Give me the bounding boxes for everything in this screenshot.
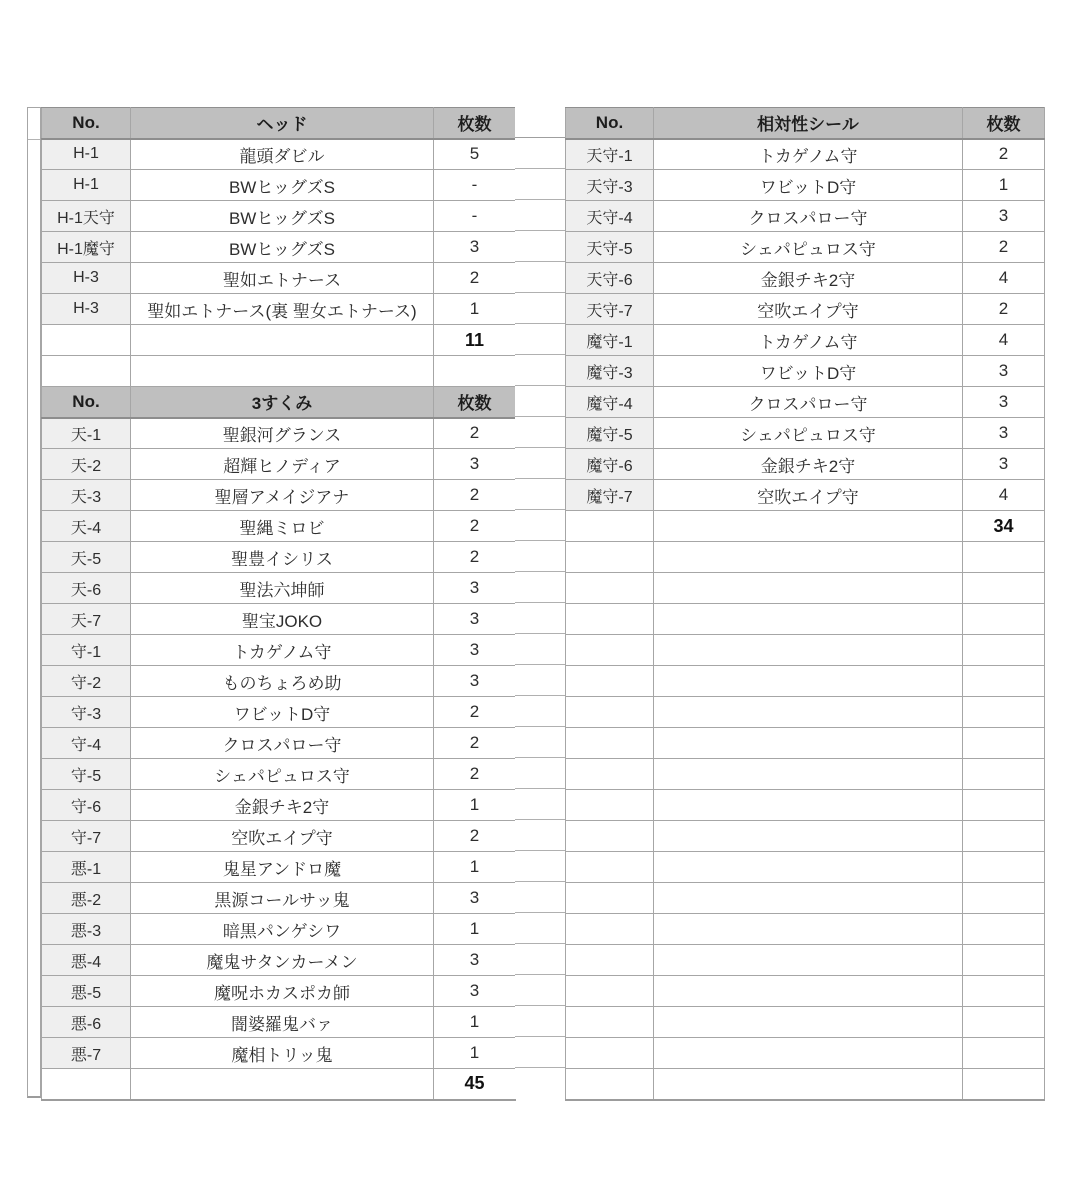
- empty-cell: [42, 356, 131, 387]
- empty-cell: [654, 635, 963, 666]
- empty-cell: [654, 759, 963, 790]
- row-no: 天-1: [42, 418, 131, 449]
- spacer-cell: [515, 727, 565, 758]
- spacer-cell: [515, 417, 565, 448]
- row-name: 金銀チキ2守: [131, 790, 434, 821]
- spacer-cell: [515, 262, 565, 293]
- empty-cell: [566, 790, 654, 821]
- table-row: [42, 604, 516, 635]
- row-no: 守-6: [42, 790, 131, 821]
- empty-cell: [654, 697, 963, 728]
- soutaisei-rows: [566, 139, 1045, 511]
- row-no: 悪-6: [42, 1007, 131, 1038]
- head-total-row: [42, 325, 516, 356]
- row-name: 空吹エイプ守: [654, 480, 963, 511]
- row-count: 4: [963, 263, 1045, 294]
- edge-empty-column: [27, 107, 41, 1098]
- row-name: 聖法六坤師: [131, 573, 434, 604]
- row-name: クロスパロー守: [654, 201, 963, 232]
- table-row: [42, 542, 516, 573]
- empty-cell: [566, 914, 654, 945]
- col-header-count: 枚数: [963, 108, 1045, 139]
- empty-row: [566, 976, 1045, 1007]
- row-name: 聖如エトナース: [131, 263, 434, 294]
- table-row: [42, 511, 516, 542]
- table-row: [42, 263, 516, 294]
- row-count: 3: [434, 449, 516, 480]
- empty-cell: [566, 883, 654, 914]
- row-count: 3: [434, 945, 516, 976]
- head-total-count: 11: [434, 325, 516, 356]
- row-count: 2: [434, 759, 516, 790]
- table-row: [42, 573, 516, 604]
- head-rows: [42, 139, 516, 325]
- table-row: [42, 1038, 516, 1069]
- spacer-cell: [515, 1068, 565, 1099]
- spacer-cell: [515, 851, 565, 882]
- empty-cell: [566, 511, 654, 542]
- row-name: BWヒッグズS: [131, 201, 434, 232]
- row-name: シェパピュロス守: [654, 418, 963, 449]
- empty-row: [566, 759, 1045, 790]
- empty-cell: [654, 883, 963, 914]
- row-no: 悪-3: [42, 914, 131, 945]
- row-no: H-1: [42, 170, 131, 201]
- empty-row: [566, 821, 1045, 852]
- row-count: 1: [963, 170, 1045, 201]
- empty-cell: [963, 790, 1045, 821]
- row-name: 暗黒パンゲシワ: [131, 914, 434, 945]
- col-header-no: No.: [42, 108, 131, 139]
- row-count: 2: [434, 263, 516, 294]
- empty-cell: [963, 728, 1045, 759]
- row-no: 悪-2: [42, 883, 131, 914]
- table-row: [42, 945, 516, 976]
- empty-cell: [963, 1038, 1045, 1069]
- row-count: 3: [434, 635, 516, 666]
- row-count: 1: [434, 1007, 516, 1038]
- row-no: 天-6: [42, 573, 131, 604]
- table-row: [42, 790, 516, 821]
- row-no: H-1天守: [42, 201, 131, 232]
- row-name: 龍頭ダビル: [131, 139, 434, 170]
- spacer-cell: [515, 572, 565, 603]
- row-no: 天-2: [42, 449, 131, 480]
- row-no: 天-3: [42, 480, 131, 511]
- row-count: 3: [963, 418, 1045, 449]
- empty-row: [566, 852, 1045, 883]
- empty-cell: [566, 728, 654, 759]
- row-name: 鬼星アンドロ魔: [131, 852, 434, 883]
- row-no: 天守-5: [566, 232, 654, 263]
- empty-cell: [654, 728, 963, 759]
- spacer-cell: [515, 789, 565, 820]
- empty-cell: [963, 852, 1045, 883]
- empty-cell: [963, 697, 1045, 728]
- table-row: [42, 883, 516, 914]
- empty-row: [566, 728, 1045, 759]
- empty-cell: [963, 759, 1045, 790]
- row-count: 1: [434, 790, 516, 821]
- row-no: 守-3: [42, 697, 131, 728]
- empty-cell: [566, 1038, 654, 1069]
- empty-cell: [131, 1069, 434, 1100]
- row-no: 魔守-3: [566, 356, 654, 387]
- table-row: [42, 449, 516, 480]
- empty-cell: [654, 1038, 963, 1069]
- row-count: 2: [434, 697, 516, 728]
- row-count: 5: [434, 139, 516, 170]
- empty-cell: [654, 976, 963, 1007]
- row-count: 2: [434, 511, 516, 542]
- row-name: BWヒッグズS: [131, 170, 434, 201]
- empty-cell: [963, 1007, 1045, 1038]
- row-name: トカゲノム守: [131, 635, 434, 666]
- row-no: 魔守-1: [566, 325, 654, 356]
- empty-cell: [42, 1069, 131, 1100]
- row-count: 2: [963, 232, 1045, 263]
- row-no: 守-1: [42, 635, 131, 666]
- row-no: 魔守-5: [566, 418, 654, 449]
- row-name: 聖宝JOKO: [131, 604, 434, 635]
- row-name: 聖層アメイジアナ: [131, 480, 434, 511]
- sankumi-rows: [42, 418, 516, 1069]
- empty-cell: [566, 604, 654, 635]
- row-name: 空吹エイプ守: [654, 294, 963, 325]
- empty-cell: [566, 821, 654, 852]
- sankumi-total-count: 45: [434, 1069, 516, 1100]
- row-no: 天-5: [42, 542, 131, 573]
- empty-row: [566, 697, 1045, 728]
- row-count: 2: [963, 294, 1045, 325]
- row-count: 3: [963, 387, 1045, 418]
- spacer-cell: [515, 324, 565, 355]
- empty-cell: [654, 790, 963, 821]
- empty-cell: [654, 573, 963, 604]
- row-no: 天-4: [42, 511, 131, 542]
- spacer-cell: [515, 665, 565, 696]
- table-row: [566, 325, 1045, 356]
- table-row: [566, 449, 1045, 480]
- table-row: [566, 387, 1045, 418]
- table-row: [42, 139, 516, 170]
- empty-row: [566, 604, 1045, 635]
- row-name: ワビットD守: [654, 170, 963, 201]
- row-name: 聖豊イシリス: [131, 542, 434, 573]
- row-count: 3: [434, 604, 516, 635]
- row-name: 聖銀河グランス: [131, 418, 434, 449]
- row-count: -: [434, 170, 516, 201]
- spacer-cell: [515, 758, 565, 789]
- empty-cell: [963, 573, 1045, 604]
- empty-cell: [654, 542, 963, 573]
- empty-row: [566, 790, 1045, 821]
- empty-cell: [131, 325, 434, 356]
- empty-cell: [42, 325, 131, 356]
- spacer-cell: [515, 696, 565, 727]
- table-row: [42, 666, 516, 697]
- spacer-cell: [515, 138, 565, 169]
- empty-row: [566, 573, 1045, 604]
- empty-cell: [131, 356, 434, 387]
- col-header-name: ヘッド: [131, 108, 434, 139]
- empty-cell: [963, 945, 1045, 976]
- row-count: 4: [963, 325, 1045, 356]
- row-no: 悪-5: [42, 976, 131, 1007]
- row-no: 悪-1: [42, 852, 131, 883]
- table-row: [42, 232, 516, 263]
- row-count: 2: [434, 542, 516, 573]
- row-name: シェパピュロス守: [131, 759, 434, 790]
- spacer-cell: [515, 1037, 565, 1068]
- row-name: BWヒッグズS: [131, 232, 434, 263]
- row-count: 2: [963, 139, 1045, 170]
- row-count: 2: [434, 418, 516, 449]
- row-name: ワビットD守: [654, 356, 963, 387]
- empty-row: [566, 635, 1045, 666]
- soutaisei-total-row: [566, 511, 1045, 542]
- row-name: 黒源コールサッ鬼: [131, 883, 434, 914]
- empty-cell: [963, 883, 1045, 914]
- row-count: 3: [434, 573, 516, 604]
- table-row: [566, 294, 1045, 325]
- row-name: ものちょろめ助: [131, 666, 434, 697]
- row-no: 天守-4: [566, 201, 654, 232]
- empty-cell: [566, 976, 654, 1007]
- empty-cell: [654, 604, 963, 635]
- col-header-name: 相対性シール: [654, 108, 963, 139]
- table-row: [566, 480, 1045, 511]
- table-row: [42, 201, 516, 232]
- col-header-no: No.: [42, 387, 131, 418]
- row-count: 2: [434, 728, 516, 759]
- spacer-cell: [515, 603, 565, 634]
- empty-cell: [963, 914, 1045, 945]
- table-row: [566, 356, 1045, 387]
- row-count: 3: [434, 976, 516, 1007]
- spacer-cell: [515, 820, 565, 851]
- row-name: ワビットD守: [131, 697, 434, 728]
- spacer-cell: [515, 882, 565, 913]
- row-count: 2: [434, 821, 516, 852]
- empty-cell: [654, 914, 963, 945]
- empty-cell: [654, 511, 963, 542]
- spacer-cell: [515, 107, 565, 138]
- table-row: [566, 418, 1045, 449]
- row-name: トカゲノム守: [654, 325, 963, 356]
- row-count: 2: [434, 480, 516, 511]
- soutaisei-table-header-row: [566, 108, 1045, 139]
- row-count: 1: [434, 1038, 516, 1069]
- empty-cell: [566, 945, 654, 976]
- empty-row: [566, 883, 1045, 914]
- empty-cell: [963, 821, 1045, 852]
- empty-cell: [566, 759, 654, 790]
- row-no: 魔守-6: [566, 449, 654, 480]
- spacer-cell: [515, 200, 565, 231]
- row-name: 金銀チキ2守: [654, 263, 963, 294]
- row-name: 金銀チキ2守: [654, 449, 963, 480]
- row-count: 3: [963, 356, 1045, 387]
- row-no: H-3: [42, 263, 131, 294]
- empty-cell: [654, 1069, 963, 1100]
- sankumi-total-row: [42, 1069, 516, 1100]
- row-no: 天守-6: [566, 263, 654, 294]
- table-row: [42, 852, 516, 883]
- spacer-cell: [515, 231, 565, 262]
- empty-cell: [434, 356, 516, 387]
- sankumi-table-header-row: [42, 387, 516, 418]
- row-name: シェパピュロス守: [654, 232, 963, 263]
- row-no: 天守-7: [566, 294, 654, 325]
- separator-empty-row: [42, 356, 516, 387]
- empty-row: [566, 542, 1045, 573]
- spacer-cell: [515, 479, 565, 510]
- row-name: クロスパロー守: [654, 387, 963, 418]
- row-no: H-1: [42, 139, 131, 170]
- row-count: 3: [434, 232, 516, 263]
- spacer-cell: [515, 975, 565, 1006]
- row-count: 3: [963, 201, 1045, 232]
- spacer-cell: [515, 355, 565, 386]
- row-name: 空吹エイプ守: [131, 821, 434, 852]
- spacer-cell: [515, 386, 565, 417]
- empty-cell: [654, 1007, 963, 1038]
- table-row: [42, 976, 516, 1007]
- table-row: [42, 759, 516, 790]
- row-no: 守-4: [42, 728, 131, 759]
- soutaisei-empty-rows: [566, 542, 1045, 1100]
- row-count: 3: [434, 666, 516, 697]
- row-no: 悪-4: [42, 945, 131, 976]
- empty-cell: [654, 821, 963, 852]
- empty-cell: [566, 635, 654, 666]
- row-count: 1: [434, 914, 516, 945]
- table-row: [42, 1007, 516, 1038]
- row-no: H-1魔守: [42, 232, 131, 263]
- table-row: [42, 697, 516, 728]
- head-and-sankumi-table: [41, 107, 516, 1101]
- row-no: 天守-1: [566, 139, 654, 170]
- empty-cell: [566, 697, 654, 728]
- row-count: 1: [434, 294, 516, 325]
- row-name: クロスパロー守: [131, 728, 434, 759]
- row-name: 聖如エトナース(裏 聖女エトナース): [131, 294, 434, 325]
- spacer-cell: [515, 944, 565, 975]
- table-row: [42, 635, 516, 666]
- empty-cell: [963, 1069, 1045, 1100]
- empty-cell: [566, 852, 654, 883]
- row-name: 超輝ヒノディア: [131, 449, 434, 480]
- empty-row: [566, 1038, 1045, 1069]
- empty-cell: [963, 635, 1045, 666]
- empty-row: [566, 1069, 1045, 1100]
- spacer-column: [515, 107, 565, 1098]
- table-row: [42, 480, 516, 511]
- spacer-cell: [515, 541, 565, 572]
- table-row: [566, 263, 1045, 294]
- empty-cell: [566, 573, 654, 604]
- empty-row: [566, 914, 1045, 945]
- row-no: 魔守-4: [566, 387, 654, 418]
- empty-cell: [963, 976, 1045, 1007]
- empty-cell: [566, 542, 654, 573]
- row-no: 天-7: [42, 604, 131, 635]
- head-table-header-row: [42, 108, 516, 139]
- empty-cell: [566, 666, 654, 697]
- empty-cell: [654, 852, 963, 883]
- table-row: [566, 232, 1045, 263]
- col-header-count: 枚数: [434, 387, 516, 418]
- empty-cell: [566, 1069, 654, 1100]
- row-name: 魔呪ホカスポカ師: [131, 976, 434, 1007]
- table-row: [42, 821, 516, 852]
- empty-row: [566, 666, 1045, 697]
- col-header-count: 枚数: [434, 108, 516, 139]
- empty-cell: [963, 542, 1045, 573]
- row-no: 守-5: [42, 759, 131, 790]
- spacer-cell: [515, 1006, 565, 1037]
- spacer-cell: [515, 448, 565, 479]
- empty-cell: [566, 1007, 654, 1038]
- row-no: 守-2: [42, 666, 131, 697]
- col-header-name: 3すくみ: [131, 387, 434, 418]
- row-no: 守-7: [42, 821, 131, 852]
- row-no: 魔守-7: [566, 480, 654, 511]
- row-no: 悪-7: [42, 1038, 131, 1069]
- row-count: -: [434, 201, 516, 232]
- soutaisei-table: [565, 107, 1045, 1101]
- table-row: [42, 294, 516, 325]
- empty-cell: [963, 604, 1045, 635]
- empty-cell: [654, 945, 963, 976]
- spacer-cell: [515, 634, 565, 665]
- table-row: [42, 170, 516, 201]
- spacer-cell: [515, 293, 565, 324]
- row-no: 天守-3: [566, 170, 654, 201]
- table-row: [42, 728, 516, 759]
- row-count: 3: [963, 449, 1045, 480]
- row-name: 闇婆羅鬼バァ: [131, 1007, 434, 1038]
- edge-header-cell: [28, 108, 40, 140]
- row-name: 魔相トリッ鬼: [131, 1038, 434, 1069]
- table-row: [42, 914, 516, 945]
- row-name: トカゲノム守: [654, 139, 963, 170]
- spacer-cell: [515, 510, 565, 541]
- row-count: 1: [434, 852, 516, 883]
- empty-row: [566, 1007, 1045, 1038]
- spacer-cell: [515, 913, 565, 944]
- row-no: H-3: [42, 294, 131, 325]
- row-count: 4: [963, 480, 1045, 511]
- table-row: [42, 418, 516, 449]
- col-header-no: No.: [566, 108, 654, 139]
- spacer-cell: [515, 169, 565, 200]
- row-name: 魔鬼サタンカーメン: [131, 945, 434, 976]
- soutaisei-total-count: 34: [963, 511, 1045, 542]
- empty-row: [566, 945, 1045, 976]
- empty-cell: [963, 666, 1045, 697]
- row-name: 聖縄ミロビ: [131, 511, 434, 542]
- row-count: 3: [434, 883, 516, 914]
- empty-cell: [654, 666, 963, 697]
- table-row: [566, 201, 1045, 232]
- table-row: [566, 139, 1045, 170]
- table-row: [566, 170, 1045, 201]
